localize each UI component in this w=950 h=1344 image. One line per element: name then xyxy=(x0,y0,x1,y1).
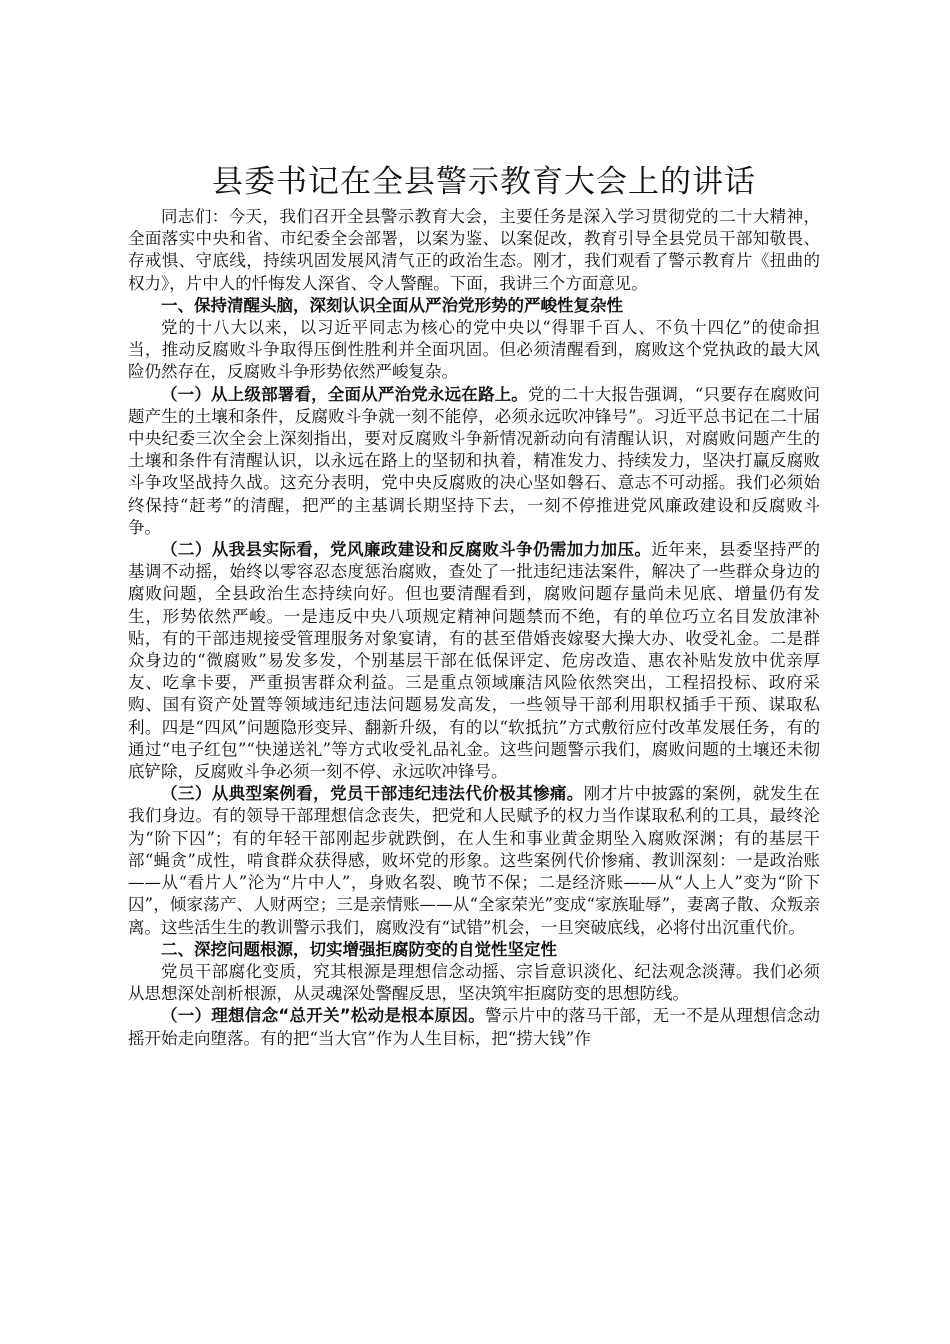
section-1-sub-3-lead: （三）从典型案例看，党员干部违纪违法代价极其惨痛。 xyxy=(161,784,584,804)
section-1-sub-3 xyxy=(128,783,820,938)
section-2-sub-1-lead: （一）理想信念“总开关”松动是根本原因。 xyxy=(161,1006,485,1026)
document-title: 县委书记在全县警示教育大会上的讲话 xyxy=(212,164,756,200)
section-2-sub-1-text: 警示片中的落马干部，无一不是从理想信念动摇开始走向堕落。有的把“当大官”作为人生目标，把“捞大钱”作 xyxy=(128,1006,820,1048)
section-1-sub-1-lead: （一）从上级部署看，全面从严治党永远在路上。 xyxy=(161,384,528,404)
section-1-heading: 一、保持清醒头脑，深刻认识全面从严治党形势的严峻性复杂性 xyxy=(161,295,623,315)
section-1-sub-2 xyxy=(128,539,820,783)
section-1-sub-2-text: 近年来，县委坚持严的基调不动摇，始终以零容忍态度惩治腐败，查处了一批违纪违法案件，解决了一些群众身边的腐败问题，全县政治生态持续向好。但也要清醒看到，腐败问题存量尚未见底、增量仍有发生，形势依然严峻。一是违反中央八项规定精神问题禁而不绝，有的单位巧立名目发放津补贴，有的干部违规接受管理服务对象宴请，有的甚至借婚丧嫁娶大操大办、收受礼金。二是群众身边的“微腐败”易发多发，个别基层干部在低保评定、危房改造、惠农补贴发放中优亲厚友、吃拿卡要，严重损害群众利益。三是重点领域廉洁风险依然突出，工程招投标、政府采购、国有资产处置等领域违纪违法问题易发高发，一些领导干部利用职权插手干预、谋取私利。四是“四风”问题隐形变异、翻新升级，有的以“软抵抗”方式敷衍应付改革发展任务，有的通过“电子红包”“快递送礼”等方式收受礼品礼金。这些问题警示我们，腐败问题的土壤还未彻底铲除，反腐败斗争必须一刻不停、永远吹冲锋号。 xyxy=(128,540,821,782)
intro-paragraph: 同志们：今天，我们召开全县警示教育大会，主要任务是深入学习贯彻党的二十大精神，全面落实中央和省、市纪委全会部署，以案为鉴、以案促改，教育引导全县党员干部知敬畏、存戒惧、守底线，持续巩固发展风清气正的政治生态。刚才，我们观看了警示教育片《扭曲的权力》，片中人的忏悔发人深省、令人警醒。下面，我讲三个方面意见。 xyxy=(128,207,820,293)
section-1-sub-1 xyxy=(128,384,820,539)
section-2-sub-1 xyxy=(128,1005,820,1049)
section-1-sub-3-text: 刚才片中披露的案例，就发生在我们身边。有的领导干部理想信念丧失，把党和人民赋予的权力当作谋取私利的工具，最终沦为“阶下囚”；有的年轻干部刚起步就跌倒，在人生和事业黄金期坠入腐败深渊；有的基层干部“蝇贪”成性，啃食群众获得感，败坏党的形象。这些案例代价惨痛、教训深刻：一是政治账——从“看片人”沦为“片中人”，身败名裂、晚节不保；二是经济账——从“人上人”变为“阶下囚”，倾家荡产、人财两空；三是亲情账——从“全家荣光”变成“家族耻辱”，妻离子散、众叛亲离。这些活生生的教训警示我们，腐败没有“试错”机会，一旦突破底线，必将付出沉重代价。 xyxy=(128,784,821,937)
document-page xyxy=(128,160,820,1050)
section-1-sub-1-text: 党的二十大报告强调，“只要存在腐败问题产生的土壤和条件，反腐败斗争就一刻不能停，必须永远吹冲锋号”。习近平总书记在二十届中央纪委三次全会上深刻指出，要对反腐败斗争新情况新动向有清醒认识，对腐败问题产生的土壤和条件有清醒认识，以永远在路上的坚韧和执着，精准发力、持续发力，坚决打赢反腐败斗争攻坚战持久战。这充分表明，党中央反腐败的决心坚如磐石、意志不可动摇。我们必须始终保持“赶考”的清醒，把严的主基调长期坚持下去，一刻不停推进党风廉政建设和反腐败斗争。 xyxy=(128,384,820,537)
section-1-body: 党的十八大以来，以习近平同志为核心的党中央以“得罪千百人、不负十四亿”的使命担当，推动反腐败斗争取得压倒性胜利并全面巩固。但必须清醒看到，腐败这个党执政的最大风险仍然存在，反腐败斗争形势依然严峻复杂。 xyxy=(128,318,820,382)
section-2-heading: 二、深挖问题根源，切实增强拒腐防变的自觉性坚定性 xyxy=(161,939,557,959)
section-2-body: 党员干部腐化变质，究其根源是理想信念动摇、宗旨意识淡化、纪法观念淡薄。我们必须从思想深处剖析根源，从灵魂深处警醒反思，坚决筑牢拒腐防变的思想防线。 xyxy=(128,961,820,1004)
section-1-sub-2-lead: （二）从我县实际看，党风廉政建设和反腐败斗争仍需加力加压。 xyxy=(161,540,652,560)
